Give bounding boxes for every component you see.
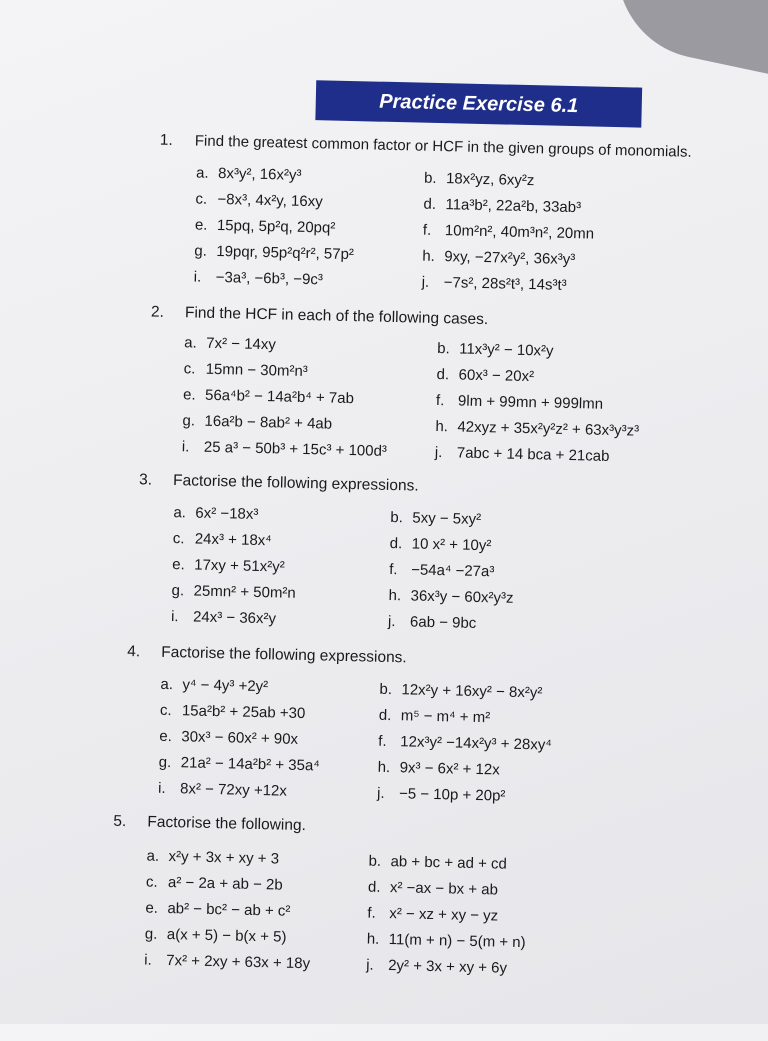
list-item: a. 7x² − 14xy — [184, 334, 277, 354]
question-prompt: Find the greatest common factor or HCF in the given groups of monomials. — [194, 132, 692, 161]
list-item: f. x² − xz + xy − yz — [367, 904, 499, 925]
list-item: b. 12x²y + 16xy² − 8x²y² — [379, 680, 543, 702]
list-item: f. −54a⁴ −27a³ — [388, 560, 495, 581]
exercise-title-banner — [315, 80, 642, 127]
list-item: h. 42xyz + 35x²y²z² + 63x³y³z³ — [435, 417, 640, 440]
list-item: d. m⁵ − m⁴ + m² — [378, 706, 491, 727]
list-item: b. 18x²yz, 6xy²z — [423, 169, 535, 190]
list-item: d. x² −ax − bx + ab — [367, 878, 499, 899]
list-item: c. 24x³ + 18x⁴ — [172, 530, 272, 550]
list-item: j. 2y² + 3x + xy + 6y — [366, 956, 508, 977]
list-item: i. −3a³, −6b³, −9c³ — [193, 268, 324, 289]
list-item: c. −8x³, 4x²y, 16xy — [195, 190, 323, 211]
list-item: f. 12x³y² −14x²y³ + 28xy⁴ — [378, 732, 552, 754]
list-item: f. 9lm + 99mn + 999lmn — [435, 391, 604, 413]
list-item: g. 16a²b − 8ab² + 4ab — [182, 412, 333, 433]
list-item: a. y⁴ − 4y³ +2y² — [160, 675, 269, 696]
list-item: b. ab + bc + ad + cd — [368, 852, 508, 873]
list-item: h. 11(m + n) − 5(m + n) — [366, 930, 526, 952]
list-item: b. 5xy − 5xy² — [390, 508, 482, 529]
question-number: 5. — [113, 812, 127, 831]
list-item: h. 9x³ − 6x² + 12x — [377, 758, 500, 779]
list-item: j. 7abc + 14 bca + 21cab — [434, 443, 610, 465]
list-item: j. −5 − 10p + 20p² — [376, 784, 506, 805]
list-item: a. 8x³y², 16x²y³ — [195, 164, 302, 184]
list-item: e. 17xy + 51x²y² — [172, 556, 285, 576]
list-item: d. 60x³ − 20x² — [436, 366, 535, 386]
list-item: a. 6x² −18x³ — [173, 504, 259, 523]
list-item: g. 21a² − 14a²b² + 35a⁴ — [158, 753, 320, 775]
list-item: c. 15mn − 30m²n³ — [183, 360, 308, 381]
list-item: j. 6ab − 9bc — [387, 612, 477, 632]
list-item: j. −7s², 28s²t³, 14s³t³ — [421, 273, 567, 294]
list-item: c. a² − 2a + ab − 2b — [145, 873, 283, 894]
list-item: i. 8x² − 72xy +12x — [157, 779, 288, 800]
list-item: e. 15pq, 5p²q, 20pq² — [194, 216, 336, 237]
list-item: d. 11a³b², 22a²b, 33ab³ — [423, 195, 582, 217]
list-item: e. 56a⁴b² − 14a²b⁴ + 7ab — [182, 386, 355, 408]
list-item: b. 11x³y² − 10x²y — [437, 340, 554, 360]
question-number: 4. — [127, 643, 141, 661]
list-item: g. a(x + 5) − b(x + 5) — [144, 925, 287, 946]
list-item: g. 25mn² + 50m²n — [171, 582, 296, 602]
list-item: d. 10 x² + 10y² — [389, 534, 492, 555]
list-item: i. 24x³ − 36x²y — [170, 608, 277, 628]
list-item: e. ab² − bc² − ab + c² — [145, 899, 291, 920]
question-number: 1. — [159, 131, 173, 149]
question-number: 3. — [138, 471, 153, 489]
list-item: h. 36x³y − 60x²y³z — [388, 586, 514, 607]
question-prompt: Find the HCF in each of the following cases. — [184, 304, 489, 329]
question-prompt: Factorise the following expressions. — [172, 472, 419, 495]
list-item: h. 9xy, −27x²y², 36x³y³ — [422, 247, 576, 269]
question-prompt: Factorise the following expressions. — [161, 643, 407, 667]
question-prompt: Factorise the following. — [147, 813, 307, 835]
list-item: f. 10m²n², 40m³n², 20mn — [422, 221, 595, 243]
list-item: i. 25 a³ − 50b³ + 15c³ + 100d³ — [181, 438, 388, 460]
question-number: 2. — [150, 303, 165, 321]
list-item: a. x²y + 3x + xy + 3 — [146, 847, 280, 868]
exercise-title: Practice Exercise 6.1 — [379, 90, 579, 117]
list-item: c. 15a²b² + 25ab +30 — [159, 701, 306, 723]
list-item: e. 30x³ − 60x² + 90x — [159, 727, 299, 748]
list-item: i. 7x² + 2xy + 63x + 18y — [144, 951, 311, 973]
list-item: g. 19pqr, 95p²q²r², 57p² — [194, 242, 355, 264]
